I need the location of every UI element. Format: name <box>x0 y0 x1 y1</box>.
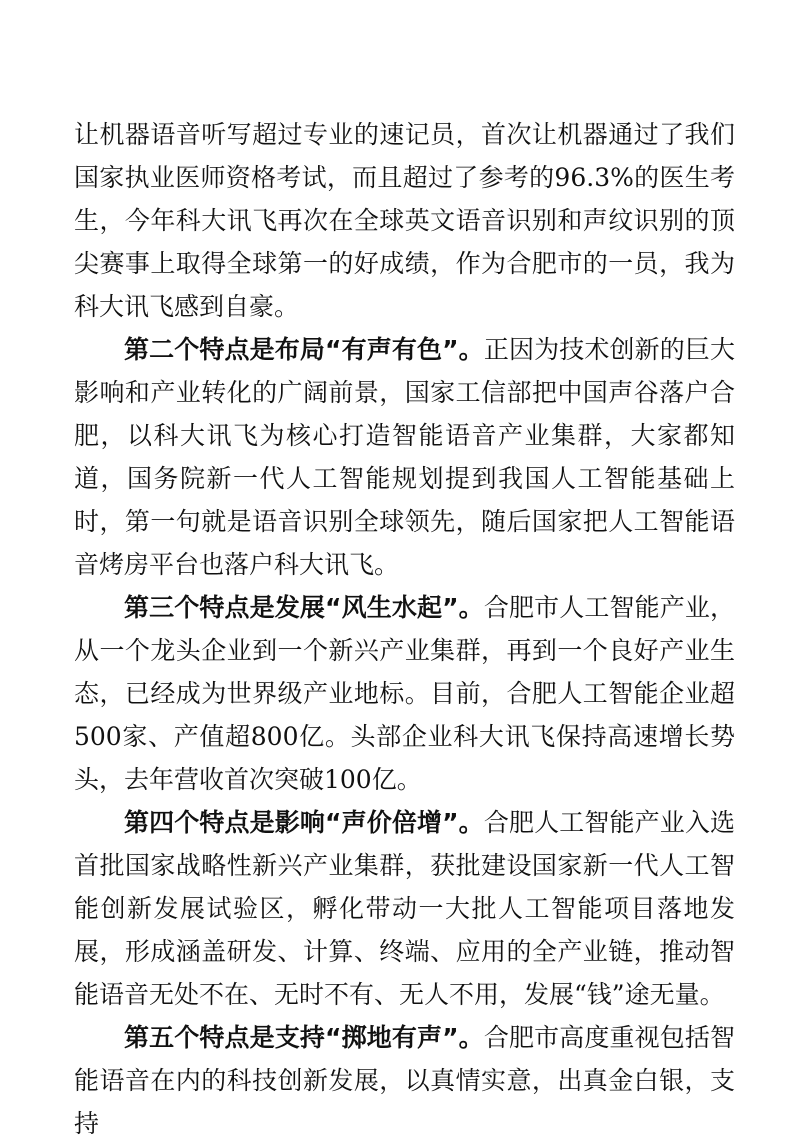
paragraph-4-heading: 第四个特点是影响“声价倍增”。 <box>124 808 484 837</box>
paragraph-2 <box>74 328 735 586</box>
paragraph-5-heading: 第五个特点是支持“掷地有声”。 <box>124 1023 484 1052</box>
paragraph-1 <box>74 113 735 328</box>
paragraph-3-heading: 第三个特点是发展“风生水起”。 <box>124 593 484 622</box>
paragraph-2-text: 正因为技术创新的巨大影响和产业转化的广阔前景，国家工信部把中国声谷落户合肥，以科大讯飞为核心打造智能语音产业集群，大家都知道，国务院新一代人工智能规划提到我国人工智能基础上时，第一句就是语音识别全球领先，随后国家把人工智能语音烤房平台也落户科大讯飞。 <box>74 335 735 579</box>
paragraph-1-text: 让机器语音听写超过专业的速记员，首次让机器通过了我们国家执业医师资格考试，而且超过了参考的96.3%的医生考生，今年科大讯飞再次在全球英文语音识别和声纹识别的顶尖赛事上取得全球第一的好成绩，作为合肥市的一员，我为科大讯飞感到自豪。 <box>74 120 735 321</box>
paragraph-2-heading: 第二个特点是布局“有声有色”。 <box>124 335 484 364</box>
paragraph-5-text: 合肥市高度重视包括智能语音在内的科技创新发展，以真情实意，出真金白银，支持 <box>74 1023 735 1138</box>
paragraph-4 <box>74 801 735 1016</box>
paragraph-3-text: 合肥市人工智能产业，从一个龙头企业到一个新兴产业集群，再到一个良好产业生态，已经成为世界级产业地标。目前，合肥人工智能企业超500家、产值超800亿。头部企业科大讯飞保持高速增长势头，去年营收首次突破100亿。 <box>74 593 735 794</box>
paragraph-4-text: 合肥人工智能产业入选首批国家战略性新兴产业集群，获批建设国家新一代人工智能创新发展试验区，孵化带动一大批人工智能项目落地发展，形成涵盖研发、计算、终端、应用的全产业链，推动智能语音无处不在、无时不有、无人不用，发展“钱”途无量。 <box>74 808 735 1009</box>
paragraph-3 <box>74 586 735 801</box>
